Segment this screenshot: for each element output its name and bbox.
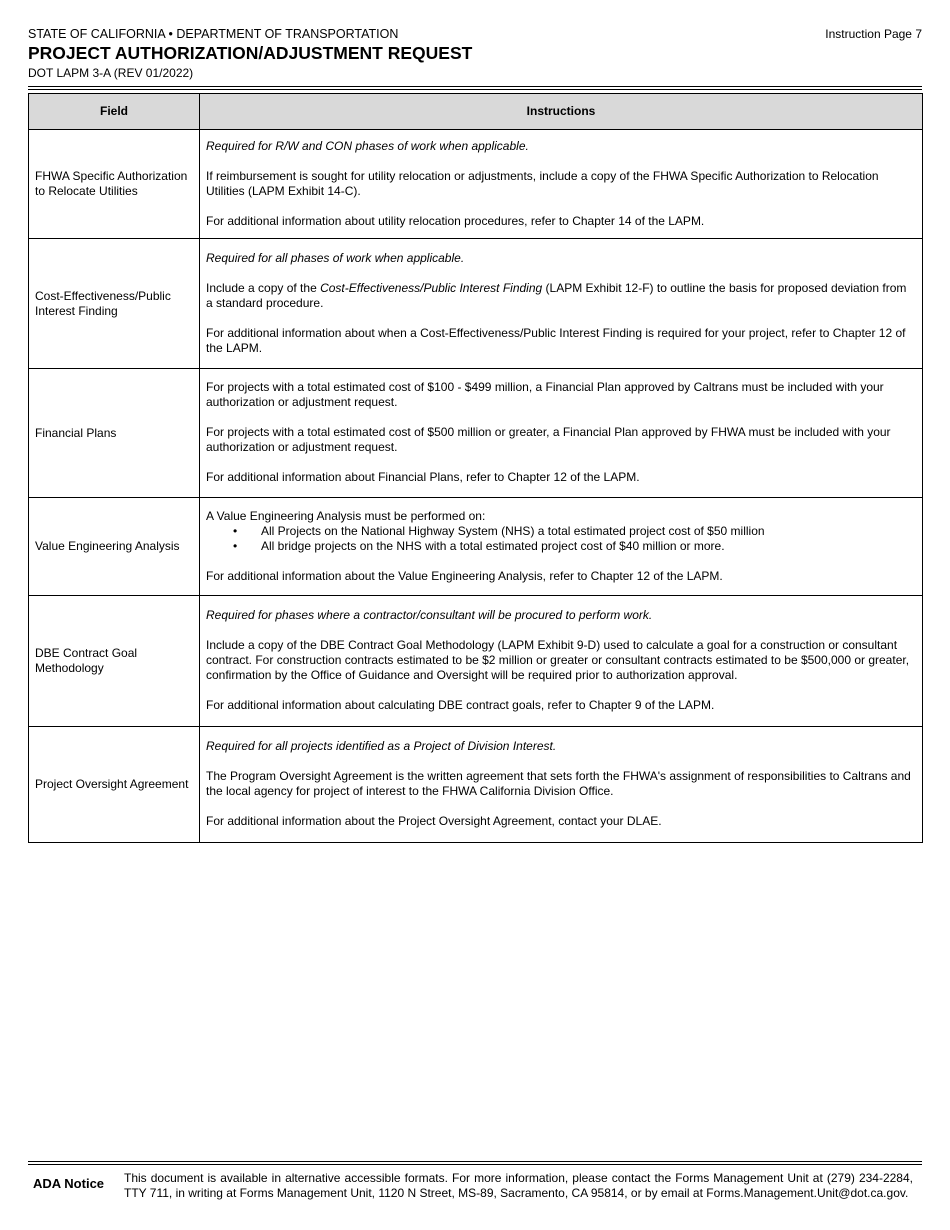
table-row — [29, 498, 923, 596]
table-row — [29, 369, 923, 498]
ada-notice-text: This document is available in alternative accessible formats. For more information, please contact the Forms Management Unit at (279) 234-2284, TTY 711, in writing at Forms Management Unit, 1120 N Street, MS-89, Sacramento, CA 95814, or by email at Forms.Management.Unit@dot.ca.gov. — [124, 1171, 913, 1200]
field-name: Financial Plans — [29, 369, 200, 498]
field-instructions — [200, 596, 923, 727]
table-row — [29, 596, 923, 727]
requirement-note: Required for phases where a contractor/consultant will be procured to perform work. — [206, 608, 653, 622]
column-header-instructions: Instructions — [200, 94, 923, 130]
list-item: • All bridge projects on the NHS with a total estimated project cost of $40 million or more. — [206, 539, 916, 554]
reference-paragraph: For additional information about the Value Engineering Analysis, refer to Chapter 12 of the LAPM. — [206, 568, 723, 583]
list-item: • All Projects on the National Highway System (NHS) a total estimated project cost of $50 million — [206, 524, 916, 539]
column-header-field: Field — [29, 94, 200, 130]
field-name: Value Engineering Analysis — [29, 498, 200, 596]
instruction-paragraph — [206, 281, 916, 311]
instructions-table — [28, 93, 923, 843]
reference-paragraph: For additional information about Financial Plans, refer to Chapter 12 of the LAPM. — [206, 470, 640, 484]
footer-divider — [28, 1161, 922, 1162]
document-title-text: Cost-Effectiveness/Public Interest Finding — [320, 280, 543, 295]
reference-paragraph: For additional information about calculating DBE contract goals, refer to Chapter 9 of the LAPM. — [206, 698, 715, 712]
page-number: Instruction Page 7 — [825, 27, 922, 41]
table-header-row — [29, 94, 923, 130]
field-instructions — [200, 498, 923, 596]
instruction-text: (LAPM Exhibit 12-F) to outline the basis for proposed deviation from a standard procedure. — [206, 280, 907, 310]
instruction-paragraph: Include a copy of the DBE Contract Goal Methodology (LAPM Exhibit 9-D) used to calculate a goal for a construction or consultant contract. For construction contracts estimated to be $2 million or greater or consultant contracts estimated to be $500,000 or greater, confirmation by the Office of Guidance and Oversight will be required prior to authorization approval. — [206, 638, 910, 682]
instruction-paragraph: For projects with a total estimated cost of $500 million or greater, a Financial Plan approved by FHWA must be included with your authorization or adjustment request. — [206, 425, 891, 454]
reference-paragraph: For additional information about utility relocation procedures, refer to Chapter 14 of the LAPM. — [206, 213, 705, 228]
footer-divider-secondary — [28, 1164, 922, 1165]
table-row — [29, 727, 923, 843]
document-header — [28, 27, 922, 81]
field-name: Cost-Effectiveness/Public Interest Finding — [29, 239, 200, 369]
field-instructions — [200, 369, 923, 498]
field-name: DBE Contract Goal Methodology — [29, 596, 200, 727]
requirement-note: Required for all phases of work when applicable. — [206, 250, 465, 265]
requirement-note: Required for all projects identified as a Project of Division Interest. — [206, 739, 557, 753]
ada-notice-label: ADA Notice — [33, 1176, 105, 1191]
agency-name: STATE OF CALIFORNIA • DEPARTMENT OF TRANSPORTATION — [28, 27, 399, 41]
field-instructions — [200, 727, 923, 843]
reference-paragraph: For additional information about when a Cost-Effectiveness/Public Interest Finding is required for your project, refer to Chapter 12 of the LAPM. — [206, 325, 906, 355]
field-name: Project Oversight Agreement — [29, 727, 200, 843]
form-number: DOT LAPM 3-A (REV 01/2022) — [28, 66, 194, 80]
field-instructions — [200, 130, 923, 239]
field-name: FHWA Specific Authorization to Relocate Utilities — [29, 130, 200, 239]
requirement-note: Required for R/W and CON phases of work when applicable. — [206, 138, 529, 153]
field-instructions — [200, 239, 923, 369]
instruction-paragraph: If reimbursement is sought for utility relocation or adjustments, include a copy of the FHWA Specific Authorization to Relocation Utilities (LAPM Exhibit 14-C). — [206, 168, 879, 198]
header-divider-secondary — [28, 89, 922, 90]
instruction-text: Include a copy of the — [206, 280, 321, 295]
table-row — [29, 239, 923, 369]
reference-paragraph: For additional information about the Project Oversight Agreement, contact your DLAE. — [206, 814, 662, 828]
table-row — [29, 130, 923, 239]
form-title: PROJECT AUTHORIZATION/ADJUSTMENT REQUEST — [28, 43, 473, 63]
bullet-list — [206, 524, 916, 554]
instruction-paragraph: A Value Engineering Analysis must be performed on: — [206, 508, 486, 523]
instruction-paragraph: For projects with a total estimated cost of $100 - $499 million, a Financial Plan approved by Caltrans must be included with your authorization or adjustment request. — [206, 380, 884, 409]
instruction-paragraph: The Program Oversight Agreement is the written agreement that sets forth the FHWA's assignment of responsibilities to Caltrans and the local agency for project of interest to the FHWA California Division Office. — [206, 769, 911, 798]
header-divider — [28, 86, 922, 87]
